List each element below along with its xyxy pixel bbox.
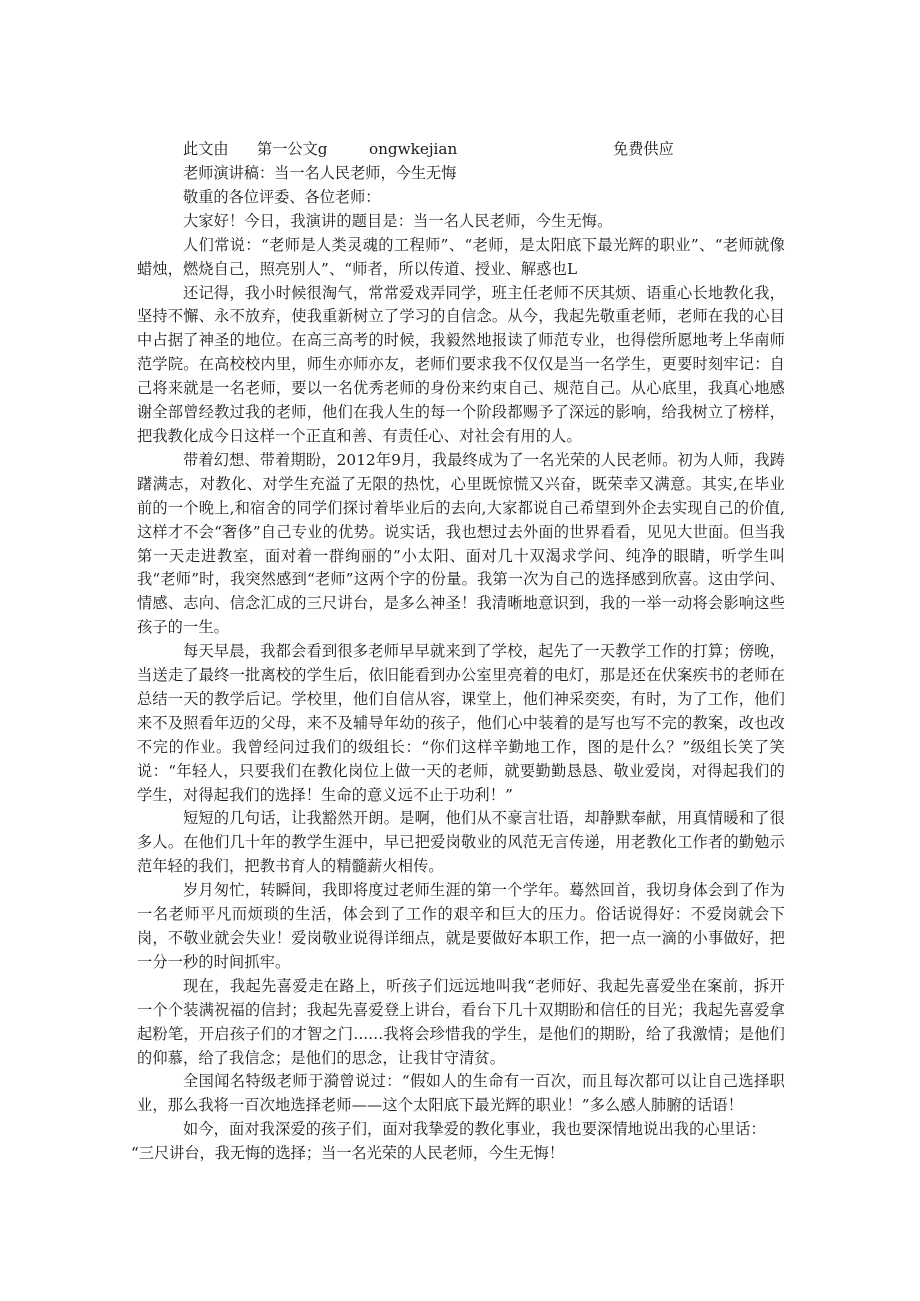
paragraph: 岁月匆忙，转瞬间，我即将度过老师生涯的第一个学年。蓦然回首，我切身体会到了作为一名老师平凡而烦琐的生活，体会到了工作的艰辛和巨大的压力。俗话说得好：不爱岗就会下岗，不敬业就会失业！爱岗敬业说得详细点，就是要做好本职工作，把一点一滴的小事做好，把一分一秒的时间抓牢。: [137, 881, 785, 971]
paragraph: 还记得，我小时候很淘气，常常爱戏弄同学，班主任老师不厌其烦、语重心长地教化我，坚持不懈、永不放弃，使我重新树立了学习的自信念。从今，我起先敬重老师，老师在我的心目中占据了神圣的地位。在高三高考的时候，我毅然地报读了师范专业，也得偿所愿地考上华南师范学院。在高校校内里，师生亦师亦友，老师们要求我不仅仅是当一名学生，更要时刻牢记：自己将来就是一名老师，要以一名优秀老师的身份来约束自己、规范自己。从心底里，我真心地感谢全部曾经教过我的老师，他们在我人生的每一个阶段都赐予了深远的影响，给我树立了榜样，把我教化成今日这样一个正直和善、有责任心、对社会有用的人。: [137, 283, 785, 445]
salutation: 敬重的各位评委、各位老师：: [183, 187, 381, 206]
paragraph: 带着幻想、带着期盼，2012年9月，我最终成为了一名光荣的人民老师。初为人师，我踌躇满志，对教化、对学生充溢了无限的热忱，心里既惊慌又兴奋，既荣幸又满意。其实,在毕业前的一个晚上,和宿舍的同学们探讨着毕业后的去向,大家都说自己希望到外企去实现自己的价值,这样才不会“奢侈”自己专业的优势。说实话，我也想过去外面的世界看看，见见大世面。但当我第一天走进教室，面对着一群绚丽的”小太阳、面对几十双渴求学问、纯净的眼睛，听学生叫我“老师”时，我突然感到“老师”这两个字的份量。我第一次为自己的选择感到欣喜。这由学问、情感、志向、信念汇成的三尺讲台，是多么神圣！我清晰地意识到，我的一举一动将会影响这些孩子的一生。: [137, 450, 785, 637]
closing-quote: “三尺讲台，我无悔的选择；当一名光荣的人民老师，今生无悔！: [131, 1144, 565, 1163]
header-part-1: 此文由: [183, 140, 229, 158]
header-part-4: 免费供应: [613, 140, 674, 158]
paragraph: 如今，面对我深爱的孩子们，面对我挚爱的教化事业，我也要深情地说出我的心里话：: [183, 1120, 766, 1139]
paragraph: 大家好！今日，我演讲的题目是：当一名人民老师，今生无悔。: [183, 211, 613, 230]
source-header: [183, 138, 785, 162]
paragraph: 人们常说：“老师是人类灵魂的工程师”、“老师，是太阳底下最光辉的职业”、“老师就像蜡烛，燃烧自己，照亮别人”、“师者，所以传道、授业、解惑也L: [137, 235, 785, 278]
paragraph: 每天早晨，我都会看到很多老师早早就来到了学校，起先了一天教学工作的打算；傍晚，当送走了最终一批离校的学生后，依旧能看到办公室里亮着的电灯，那是还在伏案疾书的老师在总结一天的教学后记。学校里，他们自信从容，课堂上，他们神采奕奕，有时，为了工作，他们来不及照看年迈的父母，来不及辅导年幼的孩子，他们心中装着的是写也写不完的教案，改也改不完的作业。我曾经问过我们的级组长：“你们这样辛勤地工作，图的是什么？”级组长笑了笑说：“年轻人，只要我们在教化岗位上做一天的老师，就要勤勤恳恳、敬业爱岗，对得起我们的学生，对得起我们的选择！生命的意义远不止于功利！”: [137, 642, 785, 804]
paragraph: 短短的几句话，让我豁然开朗。是啊，他们从不豪言壮语，却静默奉献，用真情暖和了很多人。在他们几十年的教学生涯中，早已把爱岗敬业的风范无言传递，用老教化工作者的勤勉示范年轻的我们，把教书育人的精髓薪火相传。: [137, 809, 785, 876]
document-title: 老师演讲稿：当一名人民老师，今生无悔: [183, 164, 457, 182]
header-part-2: 第一公文g: [257, 140, 328, 158]
header-part-3: ongwkejian: [369, 140, 458, 158]
document-page: [131, 138, 785, 1166]
paragraph: 全国闻名特级老师于漪曾说过：“假如人的生命有一百次，而且每次都可以让自己选择职业，那么我将一百次地选择老师——这个太阳底下最光辉的职业！”多么感人肺腑的话语！: [137, 1072, 785, 1115]
paragraph: 现在，我起先喜爱走在路上，听孩子们远远地叫我“老师好、我起先喜爱坐在案前，拆开一个个装满祝福的信封；我起先喜爱登上讲台，看台下几十双期盼和信任的目光；我起先喜爱拿起粉笔，开启孩子们的才智之门......我将会珍惜我的学生，是他们的期盼，给了我激情；是他们的仰慕，给了我信念；是他们的思念，让我甘守清贫。: [137, 976, 785, 1067]
